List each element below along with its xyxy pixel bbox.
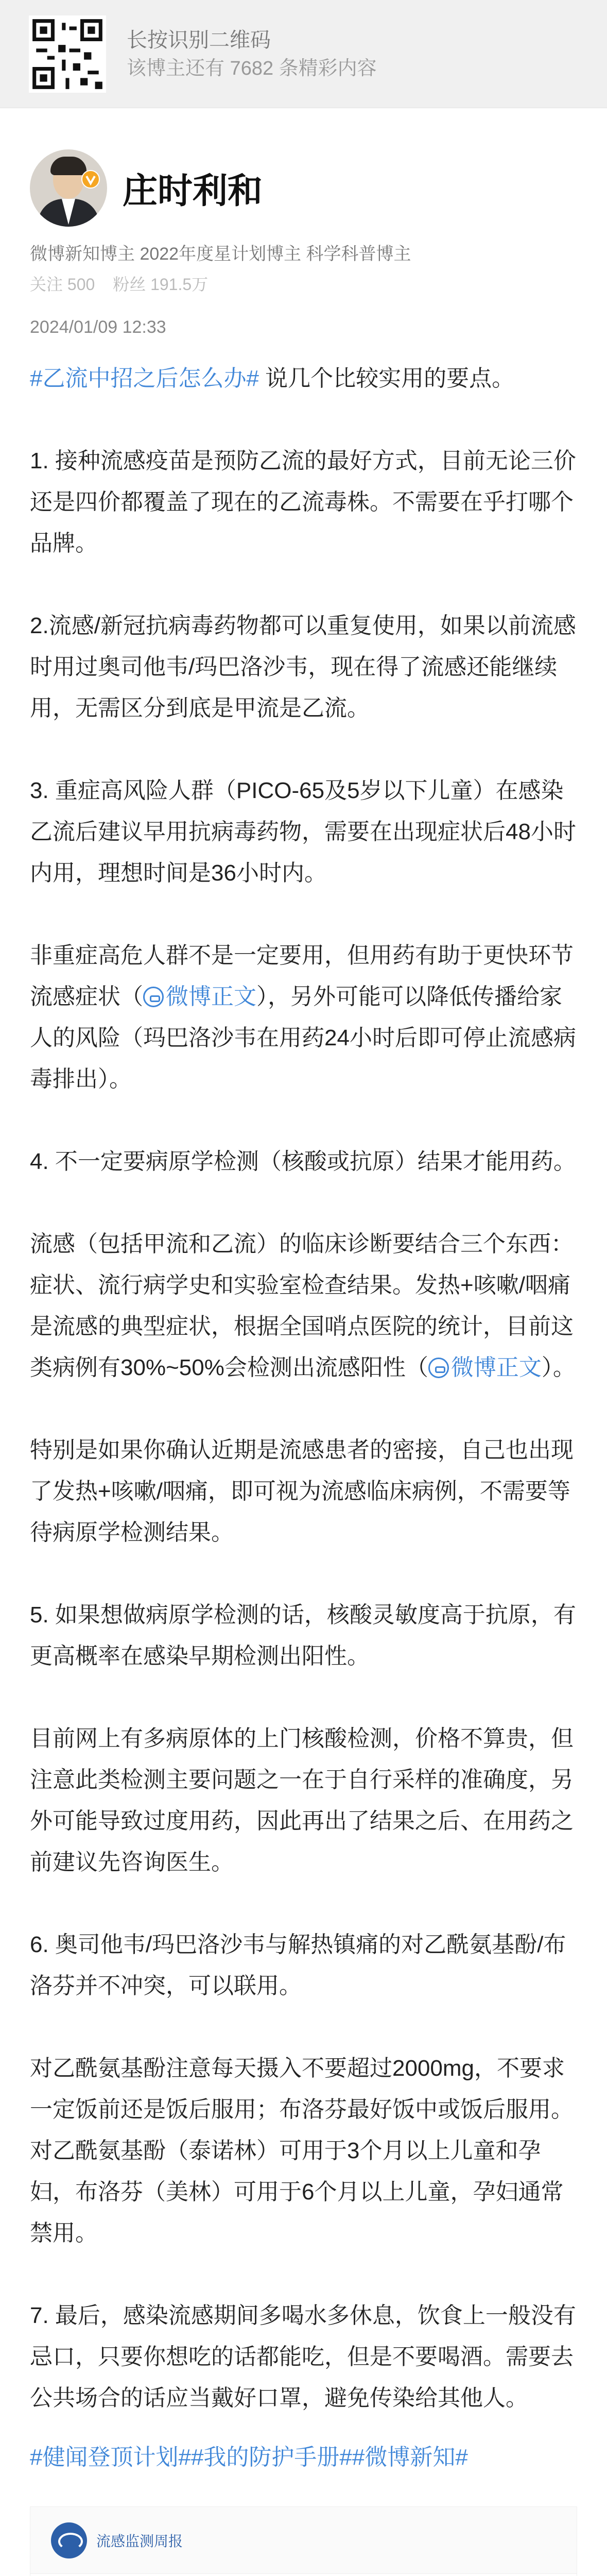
topic-hashtag[interactable]: #乙流中招之后怎么办# bbox=[30, 366, 259, 391]
qr-code-icon bbox=[29, 15, 106, 93]
post-date: 2024/01/09 12:33 bbox=[30, 317, 166, 337]
paragraph: 4. 不一定要病原学检测（核酸或抗原）结果才能用药。 bbox=[30, 1149, 576, 1174]
paragraph: 2.流感/新冠抗病毒药物都可以重复使用，如果以前流感时用过奥司他韦/玛巴洛沙韦，现在得了流感还能继续用，无需区分到底是甲流是乙流。 bbox=[30, 613, 576, 721]
paragraph: 6. 奥司他韦/玛巴洛沙韦与解热镇痛的对乙酰氨基酚/布洛芬并不冲突，可以联用。 bbox=[30, 1932, 566, 1998]
qr-code[interactable] bbox=[29, 15, 106, 93]
paragraph: 7. 最后，感染流感期间多喝水多休息，饮食上一般没有忌口，只要你想吃的话都能吃，但是不要喝酒。需要去公共场合的话应当戴好口罩，避免传染给其他人。 bbox=[30, 2303, 576, 2411]
author-stats bbox=[30, 272, 577, 297]
follow-count: 关注 500 bbox=[30, 275, 95, 294]
author-name[interactable]: 庄时利和 bbox=[123, 171, 263, 211]
paragraph: 流感（包括甲流和乙流）的临床诊断要结合三个东西：症状、流行病学史和实验室检查结果。发热+咳嗽/咽痛是流感的典型症状，根据全国哨点医院的统计，目前这类病例有30%~50%会检测出流感阳性（ 微博正文）。 bbox=[30, 1231, 576, 1380]
weibo-text-link[interactable]: 微博正文 bbox=[428, 1355, 542, 1380]
author-header bbox=[30, 149, 577, 227]
author-meta: 微博新知博主 2022年度星计划博主 科学科普博主 bbox=[30, 244, 411, 264]
link-icon bbox=[143, 987, 164, 1007]
org-logo-icon bbox=[51, 2522, 87, 2558]
paragraph: 对乙酰氨基酚注意每天摄入不要超过2000mg，不要求一定饭前还是饭后服用；布洛芬最好饭中或饭后服用。对乙酰氨基酚（泰诺林）可用于3个月以上儿童和孕妇，布洛芬（美林）可用于6个月以上儿童，孕妇通常禁用。 bbox=[30, 2056, 574, 2246]
paragraph: 特别是如果你确认近期是流感患者的密接，自己也出现了发热+咳嗽/咽痛，即可视为流感临床病例，不需要等待病原学检测结果。 bbox=[30, 1437, 574, 1545]
paragraph: 3. 重症高风险人群（PICO-65及5岁以下儿童）在感染乙流后建议早用抗病毒药物，需要在出现症状后48小时内用，理想时间是36小时内。 bbox=[30, 778, 576, 886]
attached-image[interactable] bbox=[30, 2506, 577, 2576]
banner-title: 长按识别二维码 bbox=[127, 28, 271, 52]
paragraph: 目前网上有多病原体的上门核酸检测，价格不算贵，但注意此类检测主要问题之一在于自行采样的准确度，另外可能导致过度用药，因此再出了结果之后、在用药之前建议先咨询医生。 bbox=[30, 1726, 574, 1875]
image-header bbox=[30, 2507, 577, 2574]
paragraph: 5. 如果想做病原学检测的话，核酸灵敏度高于抗原，有更高概率在感染早期检测出阳性。 bbox=[30, 1602, 576, 1669]
share-banner bbox=[0, 0, 607, 108]
post-hashtags[interactable]: #健闻登顶计划##我的防护手册##微博新知# bbox=[30, 2445, 468, 2470]
weibo-text-link[interactable]: 微博正文 bbox=[143, 984, 256, 1009]
fans-count: 粉丝 191.5万 bbox=[113, 275, 209, 294]
banner-subtitle: 该博主还有 7682 条精彩内容 bbox=[127, 57, 377, 79]
paragraph: 非重症高危人群不是一定要用，但用药有助于更快环节流感症状（ 微博正文），另外可能可以降低传播给家人的风险（玛巴洛沙韦在用药24小时后即可停止流感病毒排出）。 bbox=[30, 943, 576, 1092]
image-org: 流感监测周报 bbox=[96, 2533, 183, 2549]
link-icon bbox=[428, 1358, 449, 1378]
paragraph: 1. 接种流感疫苗是预防乙流的最好方式，目前无论三价还是四价都覆盖了现在的乙流毒株。不需要在乎打哪个品牌。 bbox=[30, 448, 576, 556]
post-card bbox=[0, 108, 607, 2576]
verified-badge-icon bbox=[81, 170, 100, 189]
post-body bbox=[30, 358, 577, 2419]
paragraph: #乙流中招之后怎么办# 说几个比较实用的要点。 bbox=[30, 366, 515, 391]
